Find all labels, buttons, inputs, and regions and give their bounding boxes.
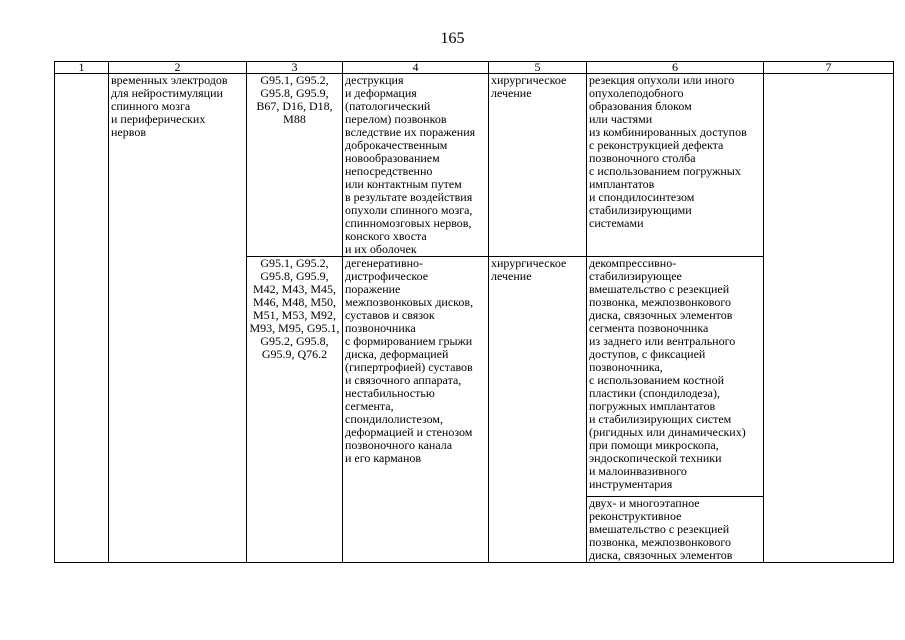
header-col-4: 4 (343, 62, 489, 74)
page-number: 165 (440, 30, 465, 47)
cell-col3 (247, 74, 343, 257)
cell-col7 (764, 74, 894, 563)
cell-col5 (489, 257, 587, 563)
cell-col4 (343, 257, 489, 563)
header-col-1: 1 (55, 62, 109, 74)
header-col-5: 5 (489, 62, 587, 74)
cell-col5 (489, 74, 587, 257)
header-col-2: 2 (109, 62, 247, 74)
header-col-7: 7 (764, 62, 894, 74)
method-text: декомпрессивно- стабилизирующее вмешательство с резекцией позвонка, межпозвонкового диска, связочных элементов сегмента позвоночника из заднего или вентрального доступов, с фиксацией позвоночника, с использованием костной пластики (спондилодеза), погружных имплантатов и стабилизирующих систем (ригидных или динамических) при помощи микроскопа, эндоскопической техники и малоинвазивного инструментария (589, 256, 746, 491)
procedures-table (54, 61, 894, 563)
icd-codes-text: G95.1, G95.2, G95.8, G95.9, M42, M43, M45, M46, M48, M50, M51, M53, M92, M93, M95, G95.1, G95.2, G95.8, G95.9, Q76.2 (249, 256, 340, 361)
icd-codes-text: G95.1, G95.2, G95.8, G95.9, B67, D16, D18, M88 (256, 73, 333, 126)
method-text: двух- и многоэтапное реконструктивное вмешательство с резекцией позвонка, межпозвонкового диска, связочных элементов (589, 496, 733, 562)
cell-col6 (587, 497, 764, 563)
table-row (55, 74, 894, 257)
cell-col1 (55, 74, 109, 563)
cell-col6 (587, 74, 764, 257)
method-text: резекция опухоли или иного опухолеподобного образования блоком или частями из комбинированных доступов с реконструкцией дефекта позвоночного столба с использованием погружных имплантатов и спондилосинтезом стабилизирующими системами (589, 73, 747, 230)
cell-col4 (343, 74, 489, 257)
method-group-text: временных электродов для нейростимуляции спинного мозга и периферических нервов (111, 73, 228, 139)
header-col-6: 6 (587, 62, 764, 74)
cell-col3 (247, 257, 343, 563)
patient-model-text: деструкция и деформация (патологический перелом) позвонков вследствие их поражения доброкачественным новообразованием непосредственно или контактным путем в результате воздействия опухоли спинного мозга, спинномозговых нервов, конского хвоста и их оболочек (345, 73, 476, 256)
header-col-3: 3 (247, 62, 343, 74)
cell-col2 (109, 74, 247, 563)
treatment-type-text: хирургическое лечение (491, 73, 567, 100)
cell-col6 (587, 257, 764, 497)
patient-model-text: дегенеративно- дистрофическое поражение межпозвонковых дисков, суставов и связок позвоночника с формированием грыжи диска, деформацией (гипертрофией) суставов и связочного аппарата, нестабильностью сегмента, спондилолистезом, деформацией и стенозом позвоночного канала и его карманов (345, 256, 474, 465)
treatment-type-text: хирургическое лечение (491, 256, 567, 283)
header-row (55, 62, 894, 74)
